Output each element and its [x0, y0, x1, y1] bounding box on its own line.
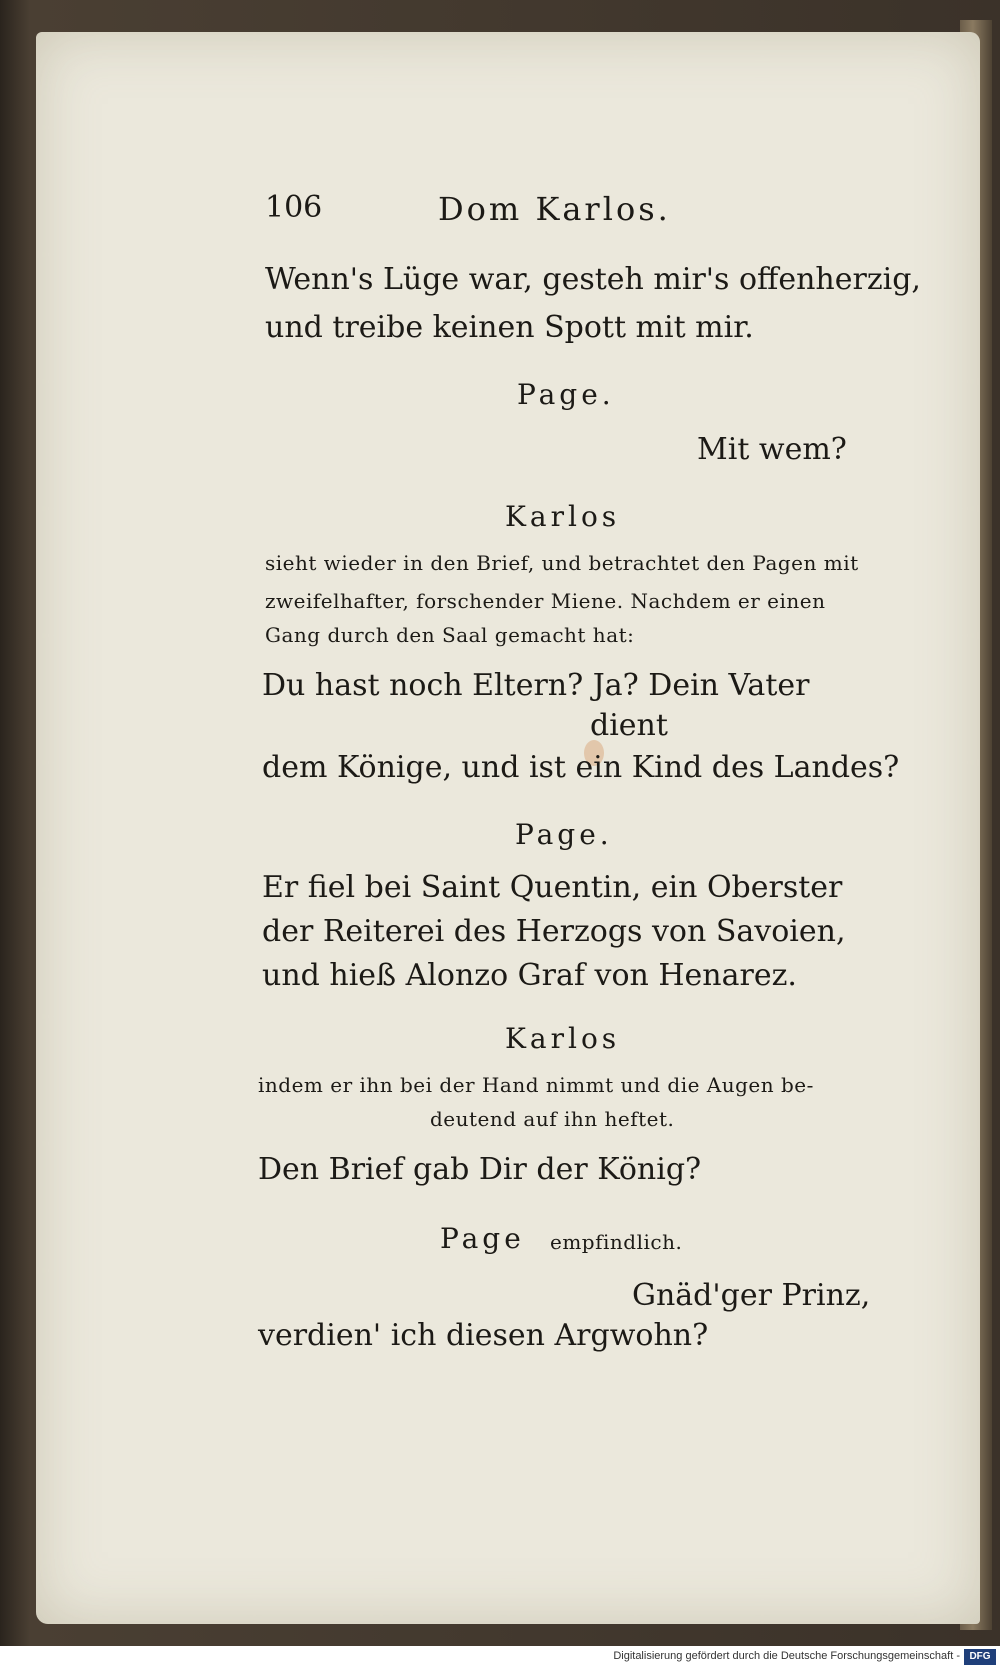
verse-line: verdien' ich diesen Argwohn?	[258, 1318, 709, 1353]
verse-line: Den Brief gab Dir der König?	[258, 1152, 702, 1187]
page-number: 106	[265, 190, 323, 225]
stage-direction: Gang durch den Saal gemacht hat:	[265, 623, 635, 647]
stage-direction: empfindlich.	[550, 1230, 683, 1254]
verse-line: Er fiel bei Saint Quentin, ein Oberster	[262, 870, 843, 905]
running-title: Dom Karlos.	[438, 190, 671, 228]
verse-line: Wenn's Lüge war, gesteh mir's offenherzig,	[265, 262, 921, 297]
stage-direction: sieht wieder in den Brief, und betrachtet den Pagen mit	[265, 551, 859, 575]
digitization-footer	[0, 1646, 1000, 1670]
speaker-name: Karlos	[505, 1022, 621, 1055]
stage-direction: indem er ihn bei der Hand nimmt und die Augen be-	[258, 1073, 814, 1097]
verse-line: der Reiterei des Herzogs von Savoien,	[262, 914, 846, 949]
footer-credit: Digitalisierung gefördert durch die Deutsche Forschungsgemeinschaft -	[613, 1650, 960, 1662]
verse-line: Gnäd'ger Prinz,	[632, 1278, 871, 1313]
verse-line: Mit wem?	[697, 432, 847, 467]
speaker-name: Page.	[515, 818, 613, 851]
speaker-name: Karlos	[505, 500, 621, 533]
verse-line: und treibe keinen Spott mit mir.	[265, 310, 754, 345]
stage-direction: deutend auf ihn heftet.	[430, 1107, 675, 1131]
verse-line: Du hast noch Eltern? Ja? Dein Vater	[262, 668, 810, 703]
verse-line: dem Könige, und ist ein Kind des Landes?	[262, 750, 900, 785]
speaker-name: Page.	[517, 378, 615, 411]
dfg-logo: DFG	[964, 1649, 996, 1665]
verse-line: und hieß Alonzo Graf von Henarez.	[262, 958, 797, 993]
stage-direction: zweifelhafter, forschender Miene. Nachdem er einen	[265, 589, 826, 613]
speaker-name: Page	[440, 1222, 525, 1255]
verse-line: dient	[590, 708, 668, 743]
